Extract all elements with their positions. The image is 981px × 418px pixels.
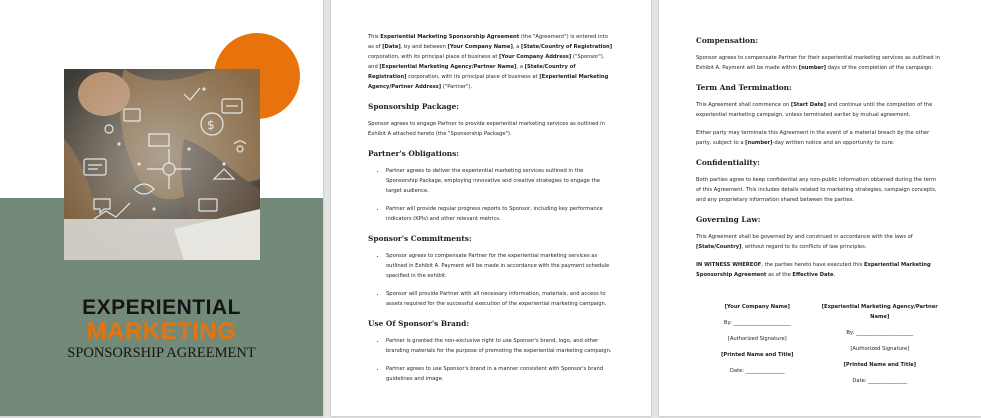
signature-block — [696, 302, 941, 392]
list-item: • Partner agrees to deliver the experiential marketing services outlined in the Sponsorship Package, employing innovative and creative strategies to engage the target audience. — [386, 166, 613, 196]
date-line: Date: _______________ — [729, 368, 785, 374]
section-paragraph: Both parties agree to keep confidential any non-public information obtained during the term of this Agreement. This includes details related to marketing strategies, campaign concepts, and any proprietary information shared between the parties. — [696, 177, 937, 203]
authorized-signature: [Authorized Signature] — [850, 346, 910, 352]
authorized-signature: [Authorized Signature] — [727, 336, 787, 342]
list-item: • Partner is granted the non-exclusive right to use Sponsor's brand, logo, and other branding materials for the purpose of promoting the experiential marketing campaign. — [386, 336, 613, 356]
cover-photo — [64, 69, 260, 260]
list-item: • Sponsor agrees to compensate Partner for the experiential marketing services as outlined in Exhibit A. Payment will be made in accordance with the payment schedule specified in the exhibit. — [386, 251, 613, 281]
agreement-page-1 — [331, 0, 651, 416]
date-line: Date: _______________ — [852, 378, 908, 384]
intro-paragraph: This Experiential Marketing Sponsorship Agreement (the "Agreement") is entered into as of [Date], by and between [Your Company Name], a [State/Country of Registration] corporation, with its principal place of business at [Your Company Address] ("Sponsor"), and [Experiential Marketing Agency/Partner Name], a [State/Country of Registration] corporation, with its principal place of business at [Experiential Marketing Agency/Partner Address] ("Partner"). — [368, 34, 613, 90]
section-heading: Confidentiality: — [696, 158, 760, 167]
cover-title-line2: MARKETING — [86, 318, 237, 345]
list-item: • Sponsor will provide Partner with all necessary information, materials, and access to assets required for the successful execution of the experiential marketing campaign. — [386, 289, 613, 309]
section-heading: Use Of Sponsor's Brand: — [368, 319, 470, 328]
printed-name: [Printed Name and Title] — [843, 362, 916, 368]
svg-text:$: $ — [207, 118, 215, 132]
signature-column-sponsor — [696, 302, 819, 392]
cover-title-line3: SPONSORSHIP AGREEMENT — [67, 345, 256, 361]
section-heading: Governing Law: — [696, 215, 761, 224]
signature-line: By: ______________________ — [723, 320, 791, 326]
signature-line: By: ______________________ — [846, 330, 914, 336]
printed-name: [Printed Name and Title] — [721, 352, 794, 358]
signature-column-partner — [819, 302, 942, 392]
section-paragraph: Either party may terminate this Agreement in the event of a material breach by the other party, subject to a [number]-day written notice and an opportunity to cure. — [696, 130, 930, 146]
list-item: • Partner will provide regular progress reports to Sponsor, including key performance indicators (KPIs) and other relevant metrics. — [386, 204, 613, 224]
section-heading: Partner's Obligations: — [368, 149, 460, 158]
sponsor-commitments-list — [368, 251, 613, 309]
brand-use-list — [368, 336, 613, 384]
section-paragraph: This Agreement shall commence on [Start Date] and continue until the completion of the experiential marketing campaign, unless terminated earlier by mutual agreement. — [696, 102, 933, 118]
party-name: [Experiential Marketing Agency/Partner Name] — [821, 304, 938, 320]
hologram-business-icon — [64, 69, 260, 260]
list-item: • Partner agrees to use Sponsor's brand in a manner consistent with Sponsor's brand guidelines and image. — [386, 364, 613, 384]
section-paragraph: This Agreement shall be governed by and construed in accordance with the laws of [State/Country], without regard to its conflicts of law principles. — [696, 234, 913, 250]
agreement-page-2 — [659, 0, 981, 416]
witness-paragraph: IN WITNESS WHEREOF, the parties hereto have executed this Experiential Marketing Sponsorship Agreement as of the Effective Date. — [696, 262, 931, 278]
section-heading: Sponsor's Commitments: — [368, 234, 472, 243]
section-paragraph: Sponsor agrees to engage Partner to provide experiential marketing services as outlined in Exhibit A attached hereto (the "Sponsorship Package"). — [368, 121, 605, 137]
section-heading: Compensation: — [696, 36, 759, 45]
party-name: [Your Company Name] — [724, 304, 790, 310]
partner-obligations-list — [368, 166, 613, 224]
section-heading: Sponsorship Package: — [368, 102, 460, 111]
section-heading: Term And Termination: — [696, 83, 792, 92]
cover-page — [0, 0, 323, 416]
cover-title-line1: EXPERIENTIAL — [82, 296, 241, 319]
section-paragraph: Sponsor agrees to compensate Partner for their experiential marketing services as outlined in Exhibit A. Payment will be made within [number] days of the completion of the campaign. — [696, 55, 940, 71]
